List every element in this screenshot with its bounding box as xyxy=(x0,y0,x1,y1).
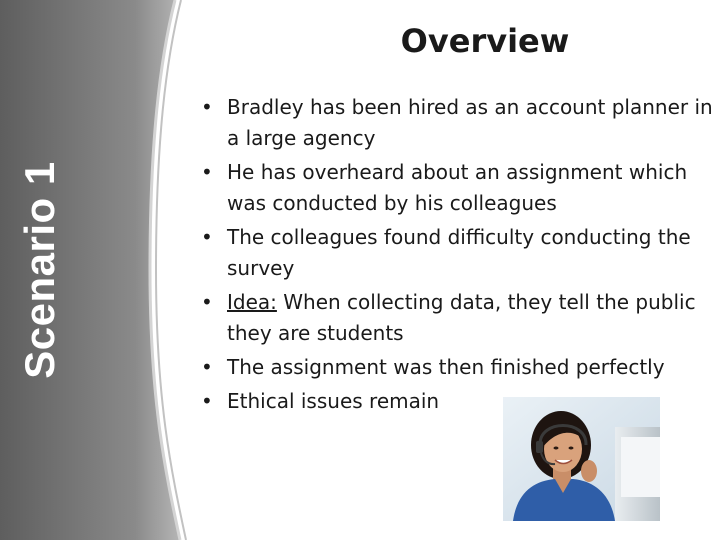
bullet-dot: • xyxy=(201,290,213,314)
bullet-label: Idea: xyxy=(227,290,277,314)
bullet-text: Ethical issues remain xyxy=(227,389,440,413)
side-panel xyxy=(0,0,200,540)
bullet-item xyxy=(196,222,718,284)
bullet-dot: • xyxy=(201,225,213,249)
bullet-dot: • xyxy=(201,355,213,379)
bullet-item xyxy=(196,287,718,349)
bullet-dot: • xyxy=(201,160,213,184)
bullet-dot: • xyxy=(201,389,213,413)
side-title: Scenario 1 xyxy=(16,161,63,379)
headset-woman-photo xyxy=(503,397,660,521)
bullet-item xyxy=(196,157,718,219)
bullet-text: When collecting data, they tell the public they are students xyxy=(227,290,696,345)
bullet-text: He has overheard about an assignment which was conducted by his colleagues xyxy=(227,160,688,215)
bullet-item xyxy=(196,92,718,154)
slide-title: Overview xyxy=(400,22,570,60)
bullet-text: The assignment was then finished perfectly xyxy=(227,355,665,379)
bullet-text: Bradley has been hired as an account planner in a large agency xyxy=(227,95,713,150)
bullet-text: The colleagues found difficulty conducting the survey xyxy=(227,225,691,280)
bullet-dot: • xyxy=(201,95,213,119)
bullet-list xyxy=(196,92,718,420)
bullet-item xyxy=(196,352,718,383)
